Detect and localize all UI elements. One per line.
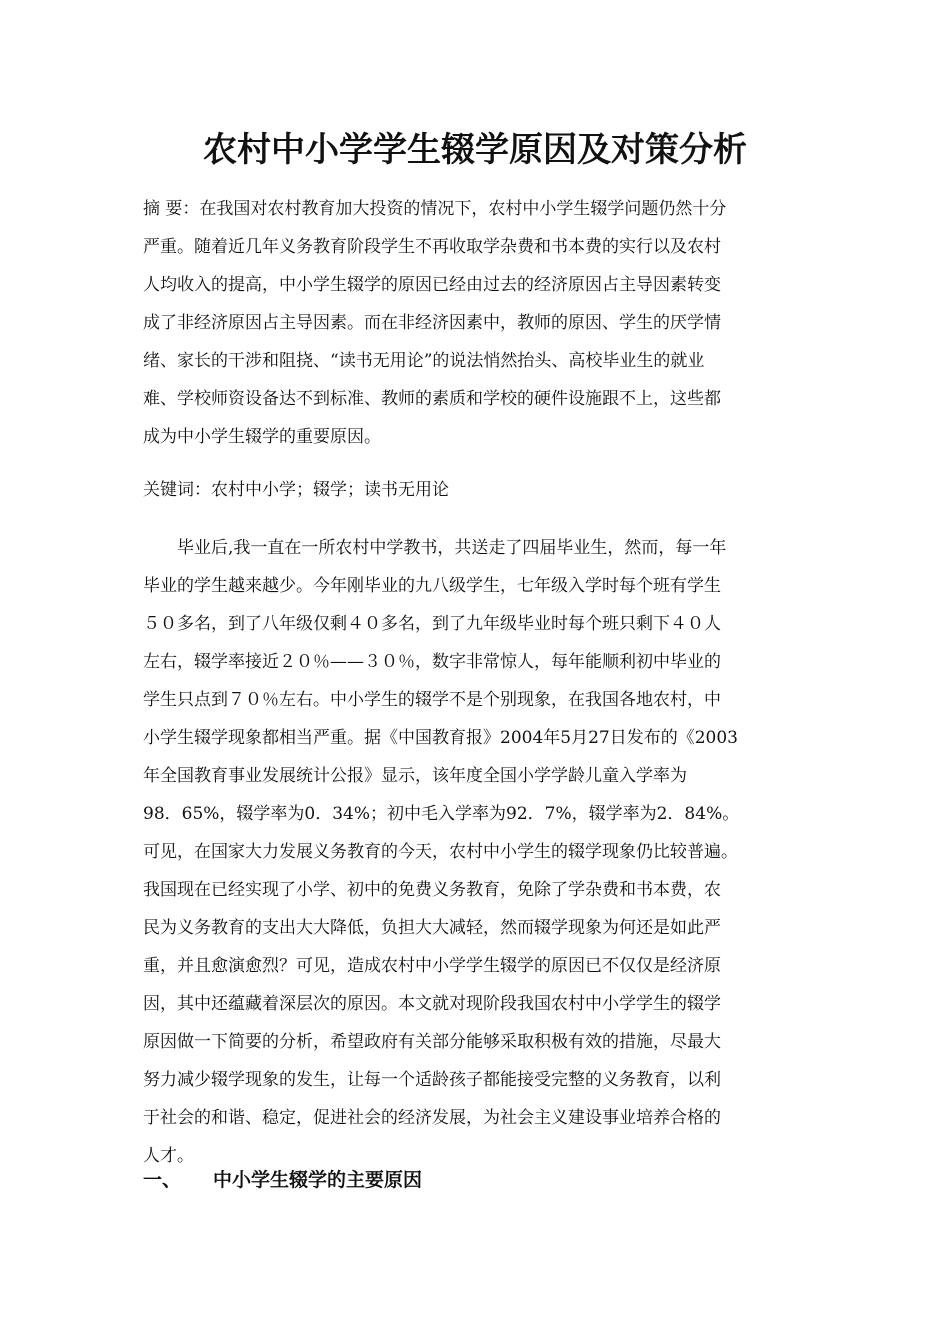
- body-line: 于社会的和谐、稳定，促进社会的经济发展，为社会主义建设事业培养合格的: [143, 1108, 721, 1128]
- body-line: 民为义务教育的支出大大降低，负担大大减轻，然而辍学现象为何还是如此严: [143, 918, 721, 938]
- body-paragraph: [143, 529, 739, 1175]
- abstract-line: 摘 要：在我国对农村教育加大投资的情况下，农村中小学生辍学问题仍然十分: [143, 199, 727, 219]
- body-line: 毕业后,我一直在一所农村中学教书，共送走了四届毕业生，然而，每一年: [143, 538, 727, 558]
- section-heading: [143, 1161, 422, 1199]
- abstract-line: 成了非经济原因占主导因素。而在非经济因素中，教师的原因、学生的厌学情: [143, 313, 721, 333]
- body-line: 人才。: [143, 1146, 194, 1166]
- body-line: 左右，辍学率接近２０％——３０％，数字非常惊人，每年能顺利初中毕业的: [143, 652, 721, 672]
- body-line: ５０多名，到了八年级仅剩４０多名，到了九年级毕业时每个班只剩下４０人: [143, 614, 721, 634]
- body-line: 98．65%，辍学率为0．34%；初中毛入学率为92．7%，辍学率为2．84%。: [143, 804, 740, 824]
- body-line: 学生只点到７０％左右。中小学生的辍学不是个别现象，在我国各地农村，中: [143, 690, 721, 710]
- body-line: 努力减少辍学现象的发生，让每一个适龄孩子都能接受完整的义务教育，以利: [143, 1070, 721, 1090]
- body-line: 因，其中还蕴藏着深层次的原因。本文就对现阶段我国农村中小学学生的辍学: [143, 994, 721, 1014]
- body-line: 我国现在已经实现了小学、初中的免费义务教育，免除了学杂费和书本费，农: [143, 880, 721, 900]
- body-line: 重，并且愈演愈烈？可见，造成农村中小学学生辍学的原因已不仅仅是经济原: [143, 956, 721, 976]
- abstract-line: 人均收入的提高，中小学生辍学的原因已经由过去的经济原因占主导因素转变: [143, 275, 721, 295]
- section-number: 一、: [143, 1169, 182, 1191]
- abstract: [143, 190, 726, 456]
- keywords-line: 关键词：农村中小学；辍学；读书无用论: [143, 480, 449, 500]
- body-line: 原因做一下简要的分析，希望政府有关部分能够采取积极有效的措施，尽最大: [143, 1032, 721, 1052]
- abstract-line: 绪、家长的干涉和阻挠、“读书无用论”的说法悄然抬头、高校毕业生的就业: [143, 351, 705, 371]
- body-line: 年全国教育事业发展统计公报》显示，该年度全国小学学龄儿童入学率为: [143, 766, 687, 786]
- keywords: [143, 471, 449, 509]
- abstract-line: 难、学校师资设备达不到标准、教师的素质和学校的硬件设施跟不上，这些都: [143, 389, 721, 409]
- document-title: 农村中小学学生辍学原因及对策分析: [203, 130, 747, 170]
- abstract-line: 严重。随着近几年义务教育阶段学生不再收取学杂费和书本费的实行以及农村: [143, 237, 721, 257]
- abstract-line: 成为中小学生辍学的重要原因。: [143, 427, 381, 447]
- section-title: 中小学生辍学的主要原因: [213, 1169, 423, 1191]
- body-line: 小学生辍学现象都相当严重。据《中国教育报》2004年5月27日发布的《2003: [143, 728, 738, 748]
- body-line: 可见，在国家大力发展义务教育的今天，农村中小学生的辍学现象仍比较普遍。: [143, 842, 738, 862]
- body-line: 毕业的学生越来越少。今年刚毕业的九八级学生，七年级入学时每个班有学生: [143, 576, 721, 596]
